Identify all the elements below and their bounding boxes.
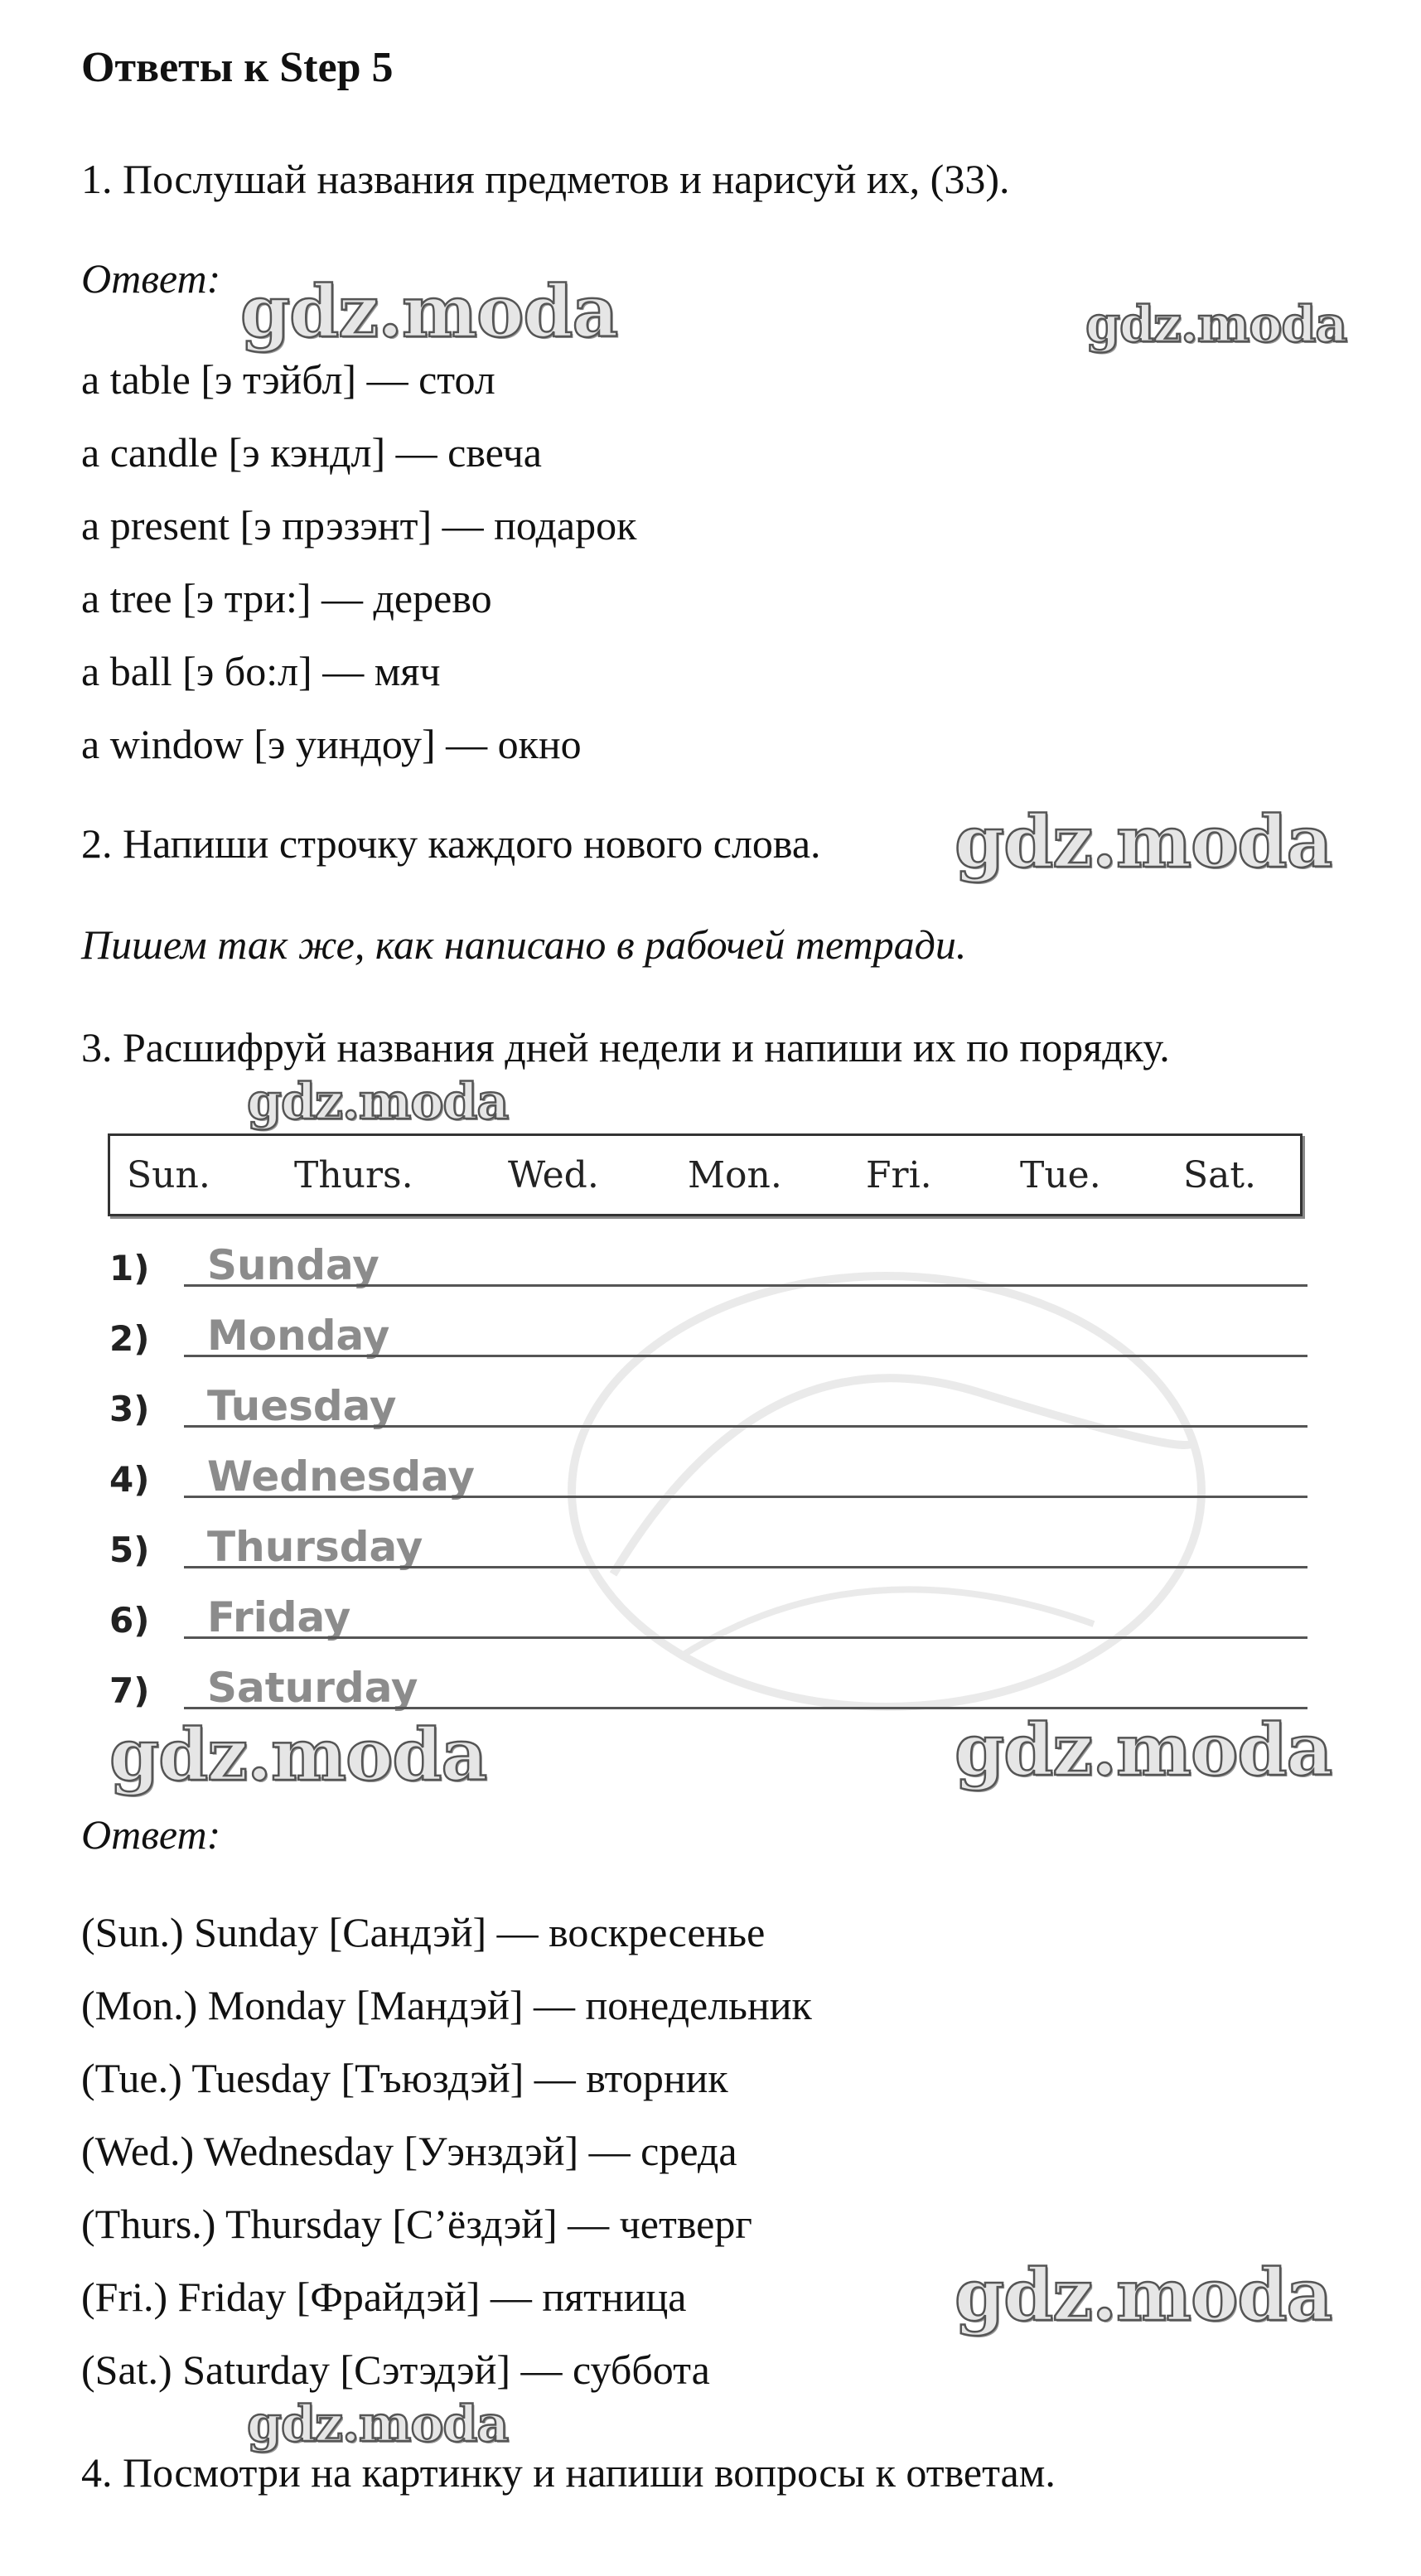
- task4-heading: 4. Посмотри на картинку и напиши вопросы к ответам.: [81, 2449, 1056, 2496]
- days-abbreviation-box: [108, 1133, 1303, 1216]
- task3-heading: 3. Расшифруй названия дней недели и напиши их по порядку.: [81, 1024, 1170, 1071]
- faint-background-drawing: [514, 1226, 1259, 1757]
- task1-line: a ball [э бо:л] — мяч: [81, 648, 441, 694]
- handwritten-day: Friday: [207, 1593, 351, 1641]
- task3-line: (Tue.) Tuesday [Тъюздэй] — вторник: [81, 2055, 728, 2101]
- task3-line: (Fri.) Friday [Фрайдэй] — пятница: [81, 2274, 687, 2320]
- task1-heading: 1. Послушай названия предметов и нарисуй их, (33).: [81, 156, 1010, 202]
- day-abbreviation: Thurs.: [294, 1154, 413, 1196]
- handwritten-day: Sunday: [207, 1241, 379, 1289]
- task1-line: a present [э прэзэнт] — подарок: [81, 502, 637, 549]
- line-number: 5): [109, 1530, 150, 1570]
- task1-answer-label: Ответ:: [81, 255, 221, 302]
- day-abbreviation: Fri.: [866, 1154, 932, 1196]
- day-abbreviation: Sat.: [1183, 1154, 1257, 1196]
- task3-line: (Sun.) Sunday [Сандэй] — воскресенье: [81, 1909, 766, 1955]
- page-title: Ответы к Step 5: [81, 44, 394, 91]
- task3-line: (Wed.) Wednesday [Уэнздэй] — среда: [81, 2128, 737, 2174]
- line-number: 2): [109, 1318, 150, 1359]
- day-abbreviation: Sun.: [127, 1154, 210, 1196]
- line-number: 4): [109, 1459, 150, 1500]
- watermark: gdz.moda: [955, 800, 1332, 884]
- handwritten-day: Saturday: [207, 1664, 418, 1712]
- line-number: 6): [109, 1600, 150, 1641]
- answer-line: [184, 1496, 1307, 1498]
- task3-line: (Sat.) Saturday [Сэтэдэй] — суббота: [81, 2346, 710, 2393]
- answer-line: [184, 1425, 1307, 1428]
- task3-line: (Thurs.) Thursday [С’ёздэй] — четверг: [81, 2201, 752, 2247]
- watermark: gdz.moda: [240, 270, 618, 354]
- line-number: 1): [109, 1248, 150, 1288]
- line-number: 3): [109, 1389, 150, 1429]
- answer-line: [184, 1636, 1307, 1639]
- answer-line: [184, 1355, 1307, 1357]
- watermark: gdz.moda: [247, 2395, 509, 2453]
- answer-line: [184, 1566, 1307, 1568]
- watermark: gdz.moda: [109, 1713, 487, 1797]
- task1-line: a candle [э кэндл] — свеча: [81, 429, 542, 476]
- task2-heading: 2. Напиши строчку каждого нового слова.: [81, 820, 821, 867]
- day-abbreviation: Wed.: [508, 1154, 599, 1196]
- task1-line: a table [э тэйбл] — стол: [81, 356, 495, 403]
- handwritten-day: Monday: [207, 1312, 390, 1360]
- task3-answer-label: Ответ:: [81, 1811, 221, 1858]
- task1-line: a tree [э три:] — дерево: [81, 575, 492, 621]
- handwritten-day: Wednesday: [207, 1452, 475, 1501]
- task2-note: Пишем так же, как написано в рабочей тетради.: [81, 921, 967, 968]
- watermark: gdz.moda: [1085, 296, 1347, 354]
- handwritten-day: Thursday: [207, 1523, 423, 1571]
- answer-line: [184, 1284, 1307, 1287]
- watermark: gdz.moda: [247, 1073, 509, 1131]
- task3-line: (Mon.) Monday [Мандэй] — понедельник: [81, 1982, 812, 2028]
- task1-line: a window [э уиндоу] — окно: [81, 721, 582, 767]
- day-abbreviation: Mon.: [688, 1154, 782, 1196]
- watermark: gdz.moda: [955, 2254, 1332, 2337]
- line-number: 7): [109, 1670, 150, 1711]
- day-abbreviation: Tue.: [1020, 1154, 1101, 1196]
- watermark: gdz.moda: [955, 1708, 1332, 1792]
- handwritten-day: Tuesday: [207, 1382, 397, 1430]
